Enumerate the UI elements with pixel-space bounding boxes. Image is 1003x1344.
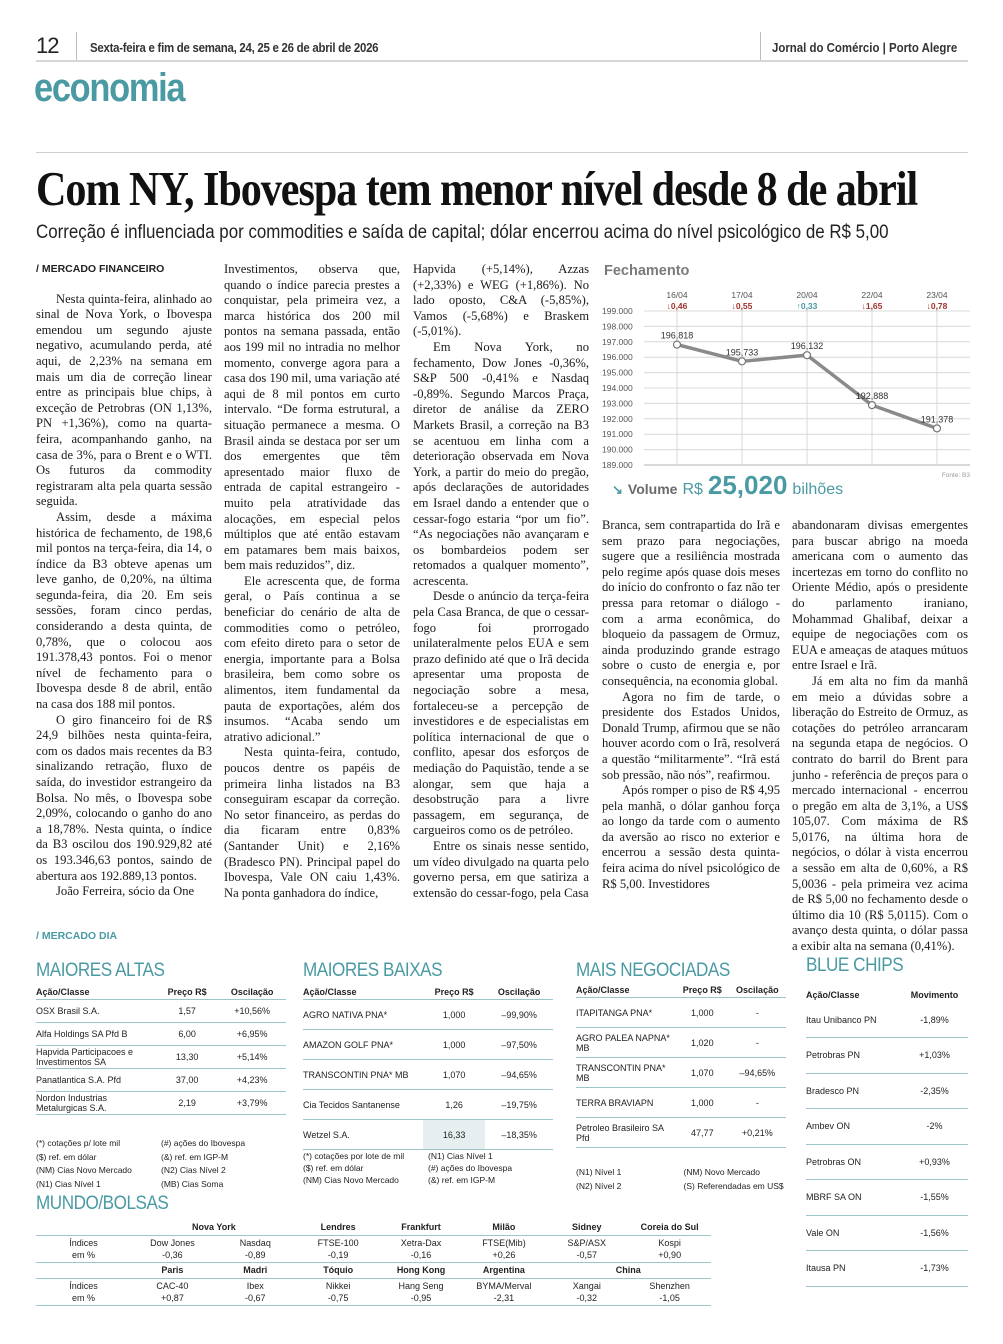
data-point [804,352,811,359]
closing-line-chart [600,285,972,480]
index-value: -1,05 [659,1293,680,1303]
volume-value: 25,020 [707,470,788,500]
table-row [36,1023,286,1046]
city-name: Sidney [545,1220,628,1236]
note-item: (#) ações do Ibovespa [161,1138,246,1148]
blue-chips-table [806,988,968,1287]
stock-change: -1,89% [901,1002,968,1038]
article-column [224,262,400,901]
article-paragraph: O giro financeiro foi de R$ 24,9 bilhões nesta quinta-feira, com os dados mais recentes da B3 sinalizando retração, fluxo de saída, do investidor estrangeiro da Bolsa. No mês, o Ibovespa sobe 2,09%, colocando o ganho do ano a 18,78%. Nesta quinta, o índice da B3 oscilou dos 190.929,82 até os 193.346,63 pontos, saindo de abertura aos 192.889,13 pontos. [36,712,212,883]
data-point [934,425,941,432]
stock-change: +3,79% [218,1092,286,1115]
y-tick-label: 190.000 [602,444,633,455]
row-label [36,1279,131,1306]
y-tick-label: 193.000 [602,398,633,409]
stock-price: 1,26 [423,1090,485,1120]
index-name: Ibex [246,1281,264,1291]
index-cell [297,1279,380,1306]
article-paragraph: Hapvida (+5,14%), Azzas (+2,33%) e WEG (+1,86%). No lado oposto, C&A (-5,85%), Vamos (-5,68%) e Braskem (-5,01%). [413,262,589,339]
city-name: China [545,1263,711,1279]
world-indices-table [36,1220,794,1306]
note-item: (S) Referendadas em US$ [683,1180,784,1191]
change-value: 0,33 [800,301,818,311]
note-item: (&) ref. em IGP-M [161,1151,229,1162]
change-value: 1,65 [865,301,883,311]
publication-name: Jornal do Comércio | Porto Alegre [772,40,958,55]
stock-name: Petrobras PN [806,1038,901,1074]
stock-change: +10,56% [218,1000,286,1023]
table-row [576,1058,786,1088]
stock-name: Wetzel S.A. [303,1120,423,1150]
note-item: (N2) Cias Nível 2 [161,1165,226,1175]
city-name: Madri [214,1263,297,1279]
data-point [739,358,746,365]
change-value: 0,78 [930,301,948,311]
article-paragraph: João Ferreira, sócio da One [56,884,195,899]
stock-name: Panatlantica S.A. Pfd [36,1069,156,1092]
stock-change: –99,90% [485,1000,553,1030]
x-tick-label: 17/04 [731,290,753,300]
y-tick-label: 196.000 [602,352,633,363]
table-row [303,1030,553,1060]
stock-name: Bradesco PN [806,1073,901,1109]
stock-name: ITAPITANGA PNA* [576,998,676,1028]
stock-name: AGRO NATIVA PNA* [303,1000,423,1030]
stock-change: +0,93% [901,1144,968,1180]
column-header: Ação/Classe [576,983,676,998]
article-paragraph: Já em alta no fim da manhã em meio a dúvidas sobre a liberação do Estreito de Ormuz, as cotações do petróleo arrancaram na segunda etapa de negócios. O contrato do barril do Brent para junho - referência de preços para o mercado internacional - encerrou o pregão em alta de 3,1%, a US$ 105,07. Com máxima de R$ 5,0176, na última hora de negócios, o dólar à vista encerrou a sessão em alta de 0,60%, a R$ 5,0036 - pela primeira vez acima de R$ 5,00 no fechamento desde o último dia 10 (R$ 5,0115). Com o avanço desta quinta, o dólar passa a exibir alta na semana (0,41%). [792,673,968,954]
table-row [303,1060,553,1090]
city-name: Nova York [131,1220,297,1236]
article-paragraph: Nesta quinta-feira, alinhado ao sinal de Nova York, o Ibovespa emendou um segundo ajuste negativo, acumulando perda, até aqui, de 2,23% na semana em mais um dia de correção linear entre as principais blue chips, à exceção de Petrobras (ON 1,13%, PN +1,36%), como na quarta-feira, acompanhando ganho, na casa de 3%, para o Brent e o WTI. Os futuros da commodity registraram alta pela quarta sessão seguida. [36,291,212,509]
table-row [303,1000,553,1030]
stock-name: Hapvida Participacoes e Investimentos SA [36,1046,156,1069]
index-name: FTSE(Mib) [482,1238,526,1248]
note-item: (NM) Cias Novo Mercado [36,1165,132,1175]
column-header: Oscilação [218,985,286,1000]
article-paragraph: Desde o anúncio da terça-feira pela Casa Branca, de que o cessar-fogo foi prorrogado unilateralmente pelos EUA e sem prazo definido até que o Irã decida apresentar uma proposta de negociação sobre a mesa, fortaleceu-se a percepção de investidores e de especialistas em política internacional de que o conflito, apesar dos esforços de mediação do Paquistão, tende a se alongar, sem que haja a desobstrução para a livre passagem, em segurança, de cargueiros como os de petróleo. [413,589,589,838]
index-name: BYMA/Merval [476,1281,532,1291]
y-tick-label: 191.000 [602,429,633,440]
header-divider [76,32,77,60]
stock-price: 1,000 [676,1088,729,1118]
index-value: -0,36 [162,1250,183,1260]
article-paragraph: Ele acrescenta que, de forma geral, o País continua a se beneficiar do cenário de alta de commodities como o petróleo, com efeito direto para o setor de energia, importante para a Bolsa brasileira, bem como sobre os alimentos, item fundamental da pauta de exportações, além dos insumos. “Acaba sendo um atrativo adicional.” [224,573,400,744]
spacer [36,1220,131,1236]
table-row [806,1144,968,1180]
index-value: +0,26 [492,1250,516,1260]
legend-notes [303,1150,553,1186]
note-item: (N1) Cias Nível 1 [36,1178,101,1189]
index-value: -2,31 [493,1293,515,1303]
table-row [806,1038,968,1074]
change-label [732,301,753,311]
stock-name: Itau Unibanco PN [806,1002,901,1038]
section-title: economia [34,66,185,110]
maiores-baixas-table [303,985,553,1150]
table-row [303,1090,553,1120]
stock-change: +6,95% [218,1023,286,1046]
index-value: +0,90 [658,1250,682,1260]
header-rule [36,60,968,62]
stock-name: Itausa PN [806,1251,901,1287]
row-label-line: em % [71,1250,95,1260]
table-row [576,1028,786,1058]
arrow-down-icon: ↓ [926,301,931,311]
stock-name: TERRA BRAVIAPN [576,1088,676,1118]
y-tick-label: 189.000 [602,460,633,470]
article-column [36,262,212,900]
index-value: -0,95 [410,1293,432,1303]
stock-change: +4,23% [218,1069,286,1092]
index-cell [297,1236,380,1263]
index-value: -0,19 [327,1250,349,1260]
change-label [667,301,688,311]
index-name: FTSE-100 [317,1238,359,1248]
volume-label: Volume [627,481,678,497]
table-row [36,1046,286,1069]
x-tick-label: 22/04 [861,290,883,300]
note-item: (N1) Nível 1 [576,1167,622,1177]
index-cell [380,1236,463,1263]
index-name: Xetra-Dax [400,1238,442,1248]
city-name: Hong Kong [380,1263,463,1279]
article-column [413,262,589,901]
stock-name: Alfa Holdings SA Pfd B [36,1023,156,1046]
index-cell [380,1279,463,1306]
mais-negociadas-table [576,983,786,1148]
column-header: Movimento [910,990,959,1000]
index-cell [131,1236,214,1263]
stock-name: Nordon Industrias Metalurgicas S.A. [36,1092,156,1115]
arrow-up-icon: ↑ [796,301,801,311]
stock-change: -1,73% [901,1251,968,1287]
data-label: 191,378 [920,414,954,425]
note-item: (NM) Novo Mercado [683,1167,761,1177]
stock-name: Ambev ON [806,1109,901,1145]
stock-price: 1,000 [423,1030,485,1060]
stock-change: +1,03% [901,1038,968,1074]
volume-readout [612,470,843,501]
data-label: 192,888 [855,391,889,402]
change-value: 0,55 [735,301,753,311]
stock-price: 13,30 [156,1046,218,1069]
stock-price: 1,070 [676,1058,729,1088]
city-name: Paris [131,1263,214,1279]
data-label: 195,733 [725,347,759,358]
stock-change: -1,55% [901,1180,968,1216]
city-name: Coreia do Sul [628,1220,711,1236]
index-name: S&P/ASX [567,1238,607,1248]
stock-name: OSX Brasil S.A. [36,1000,156,1023]
subheadline: Correção é influenciada por commodities e saída de capital; dólar encerrou acima do nível psicológico de R$ 5,00 [36,222,889,243]
index-name: Shenzhen [649,1281,690,1291]
column-header: Preço R$ [156,985,218,1000]
row-label [36,1236,131,1263]
article-paragraph: Entre os sinais nesse sentido, um vídeo divulgado na quarta pelo governo persa, em que satiriza a extensão do cessar-fogo, pela Casa [413,838,589,900]
column-header: Ação/Classe [303,985,423,1000]
y-tick-label: 195.000 [602,367,633,378]
stock-name: TRANSCONTIN PNA* MB [576,1058,676,1088]
index-value: -0,57 [576,1250,598,1260]
column-header: Oscilação [485,985,553,1000]
stock-change: -2% [901,1109,968,1145]
headline: Com NY, Ibovespa tem menor nível desde 8 de abril [36,161,918,216]
y-tick-label: 192.000 [602,413,633,424]
index-cell [131,1279,214,1306]
note-item: (MB) Cias Soma [161,1178,224,1189]
stock-price: 47,77 [676,1118,729,1148]
table-row [806,1251,968,1287]
change-label [797,301,818,311]
stock-change: –94,65% [485,1060,553,1090]
city-name: Milão [463,1220,546,1236]
index-cell [545,1279,628,1306]
data-label: 196,818 [660,330,694,341]
index-name: Kospi [658,1238,681,1248]
index-name: Xangai [572,1281,601,1291]
stock-name: AGRO PALEA NAPNA* MB [576,1028,676,1058]
stock-name: MBRF SA ON [806,1180,901,1216]
table-row [36,1092,286,1115]
spacer [36,1263,131,1279]
index-value: -0,75 [327,1293,349,1303]
stock-change: –97,50% [485,1030,553,1060]
table-row [303,1120,553,1150]
note-item: ($) ref. em dólar [303,1163,364,1173]
article-paragraph: Nesta quinta-feira, contudo, poucos dentre os papéis de primeira linha listados na B3 conseguiram escapar da correção. No setor financeiro, as perdas do dia ficaram entre 0,83% (Santander Unit) e 2,16% (Bradesco PN). Principal papel do Ibovespa, Vale ON caiu 1,43%. Na ponta ganhadora do índice, [224,745,400,900]
stock-price: 37,00 [156,1069,218,1092]
stock-change: +5,14% [218,1046,286,1069]
section-kicker: / MERCADO FINANCEIRO [36,263,165,275]
row-label-line: Índices [69,1281,98,1291]
city-row [36,1220,794,1236]
maiores-altas-table [36,985,286,1115]
city-name: Tóquio [297,1263,380,1279]
index-value: +0,87 [161,1293,184,1303]
x-tick-label: 20/04 [796,290,818,300]
stock-name: Vale ON [806,1215,901,1251]
data-point [674,341,681,348]
y-tick-label: 198.000 [602,321,633,332]
change-label [862,301,883,311]
column-header: Ação/Classe [36,985,156,1000]
index-value: -0,89 [245,1250,266,1260]
note-item: ($) ref. em dólar [36,1151,97,1162]
stock-price: 1,57 [156,1000,218,1023]
index-name: Nasdaq [239,1238,271,1248]
table-row [806,1073,968,1109]
stock-price: 2,19 [156,1092,218,1115]
table-row [806,1180,968,1216]
table-row [806,1109,968,1145]
arrow-down-right-icon: ↘ [612,482,623,497]
stock-change: - [729,1088,786,1118]
table-row [36,1069,286,1092]
stock-change: -2,35% [901,1073,968,1109]
legend-notes [576,1166,791,1193]
article-paragraph: Em Nova York, no fechamento, Dow Jones -0,36%, S&P 500 -0,41% e Nasdaq -0,89%. Segundo Marcos Praça, diretor de análise da ZERO Markets Brasil, a correção na B3 se acentuou em linha com a deterioração observada em Nova York, a partir do meio do pregão, após declarações de autoridades em Israel dando a entender que o cessar-fogo estaria “por um fio”. “As negociações não avançaram e os bombardeios podem ser retomados a qualquer momento”, acrescenta. [413,339,589,588]
index-cell [214,1279,297,1306]
article-paragraph: Assim, desde a máxima histórica de fechamento, de 198,6 mil pontos na terça-feira, dia 14, o índice da B3 obteve apenas um leve ganho, de 0,20%, na última segunda-feira, dia 20. Em seis sessões, foram cinco perdas, considerando a desta quinta, de 0,78%, que o colocou aos 191.378,43 pontos. Foi o menor nível de fechamento para o Ibovespa desde 8 de abril, então na casa dos 188 mil pontos. [36,509,212,712]
arrow-down-icon: ↓ [861,301,866,311]
mercado-dia-kicker: / MERCADO DIA [36,930,118,942]
arrow-down-icon: ↓ [731,301,736,311]
index-value: -0,32 [576,1293,598,1303]
table-row [806,1002,968,1038]
stock-price: 6,00 [156,1023,218,1046]
stock-name: Cia Tecidos Santanense [303,1090,423,1120]
index-row [36,1236,794,1263]
note-item: (N1) Cias Nível 1 [428,1151,493,1161]
row-label-line: em % [71,1293,95,1303]
volume-unit: bilhões [792,481,844,498]
row-label-line: Índices [69,1238,98,1248]
change-label [927,301,948,311]
y-tick-label: 199.000 [602,306,633,316]
article-paragraph: abandonaram divisas emergentes para buscar abrigo na moeda americana com o aumento das incertezas em torno do conflito no Oriente Médio, após o presidente do parlamento iraniano, Mohammad Ghalibaf, deixar a equipe de negociações com os EUA e ameaças de ataques mútuos entre Israel e Irã. [792,518,968,673]
column-header: Oscilação [729,983,786,998]
stock-name: AMAZON GOLF PNA* [303,1030,423,1060]
volume-currency: R$ [682,481,703,498]
stock-name: Petroleo Brasileiro SA Pfd [576,1118,676,1148]
stock-change: +0,21% [729,1118,786,1148]
stock-price: 1,070 [423,1060,485,1090]
x-tick-label: 16/04 [666,290,688,300]
arrow-down-icon: ↓ [666,301,671,311]
index-cell [628,1279,711,1306]
y-tick-label: 194.000 [602,383,633,393]
stock-price: 1,020 [676,1028,729,1058]
article-column [792,518,968,955]
stock-change: –94,65% [729,1058,786,1088]
stock-change: - [729,1028,786,1058]
index-value: -0,16 [410,1250,432,1260]
header-divider [760,32,761,60]
change-value: 0,46 [670,301,688,311]
y-tick-label: 197.000 [602,336,633,347]
stock-change: –19,75% [485,1090,553,1120]
index-name: Hang Seng [398,1281,444,1291]
section-rule [36,152,968,153]
maiores-baixas-title: MAIORES BAIXAS [303,960,443,981]
article-paragraph: Após romper o piso de R$ 4,95 pela manhã, o dólar ganhou força ao longo da tarde com o aumento da aversão ao risco no exterior e encerrou a sessão desta quinta-feira acima do nível psicológico de R$ 5,00. Investidores [602,783,780,891]
article-column [602,518,780,892]
city-name: Argentina [463,1263,546,1279]
stock-price: 1,000 [423,1000,485,1030]
table-row [576,1088,786,1118]
note-item: (*) cotações por lote de mil [303,1151,405,1161]
index-cell [214,1236,297,1263]
article-paragraph: Investimentos, observa que, quando o índice parecia prestes a conquistar, pela primeira vez, a marca histórica dos 200 mil pontos na semana passada, então aos 199 mil no intradia no melhor momento, converge agora para a casa dos 190 mil, uma variação até aqui de 8 mil pontos em curto intervalo. “De forma estrutural, a situação permanece a mesma. O Brasil ainda se destaca por ser um dos emergentes que têm apresentado maior fluxo de entrada de capital estrangeiro - muito pela atratividade das alocações, em especial pelos múltiplos que até então estavam em patamares bem mais baixos, bem mais reduzidos”, diz. [224,262,400,573]
city-row [36,1263,794,1279]
maiores-altas-title: MAIORES ALTAS [36,960,165,981]
index-cell [463,1279,546,1306]
city-name: Lendres [297,1220,380,1236]
index-name: Dow Jones [150,1238,195,1248]
stock-change: –18,35% [485,1120,553,1150]
stock-change: - [729,998,786,1028]
stock-price: 16,33 [423,1120,485,1150]
blue-chips-title: BLUE CHIPS [806,955,904,976]
note-item: (NM) Cias Novo Mercado [303,1175,399,1185]
index-cell [545,1236,628,1263]
stock-change: -1,56% [901,1215,968,1251]
legend-notes [36,1137,286,1191]
note-item: (*) cotações p/ lote mil [36,1138,121,1148]
mais-negociadas-title: MAIS NEGOCIADAS [576,960,730,981]
article-paragraph: Branca, sem contrapartida do Irã e sem prazo para negociações, sugere que a resiliência mostrada pelo regime após quase dois meses do início do confronto o faz não ter pressa para retomar o diálogo - com a arma econômica, do bloqueio da passagem de Ormuz, ainda produzindo grande estrago sobre o custo de energia e, por consequência, na economia global. [602,518,781,688]
table-row [576,1118,786,1148]
index-row [36,1279,794,1306]
chart-source: Fonte: B3 [941,472,970,479]
index-cell [463,1236,546,1263]
index-name: CAC-40 [156,1281,189,1291]
date-line: Sexta-feira e fim de semana, 24, 25 e 26 de abril de 2026 [90,40,379,55]
article-paragraph: Agora no fim de tarde, o presidente dos Estados Unidos, Donald Trump, afirmou que se não houver acordo com o Irã, resolverá a questão “militarmente”. “Irã está sob pressão, não nós”, reafirmou. [602,689,780,782]
city-name: Frankfurt [380,1220,463,1236]
data-point [869,402,876,409]
column-header: Preço R$ [676,983,729,998]
note-item: (&) ref. em IGP-M [428,1175,496,1185]
table-row [576,998,786,1028]
index-name: Nikkei [325,1281,351,1291]
x-tick-label: 23/04 [926,290,948,300]
table-row [36,1000,286,1023]
index-cell [628,1236,711,1263]
note-item: (N2) Nível 2 [576,1180,622,1191]
data-label: 196,132 [790,341,824,352]
stock-name: TRANSCONTIN PNA* MB [303,1060,423,1090]
column-header: Ação/Classe [806,990,860,1000]
stock-price: 1,000 [676,998,729,1028]
note-item: (#) ações do Ibovespa [428,1163,513,1173]
index-value: -0,67 [245,1293,266,1303]
mundo-bolsas-title: MUNDO/BOLSAS [36,1193,169,1214]
page-number: 12 [36,33,59,58]
table-row [806,1215,968,1251]
stock-name: Petrobras ON [806,1144,901,1180]
chart-title: Fechamento [604,263,690,279]
column-header: Preço R$ [423,985,485,1000]
